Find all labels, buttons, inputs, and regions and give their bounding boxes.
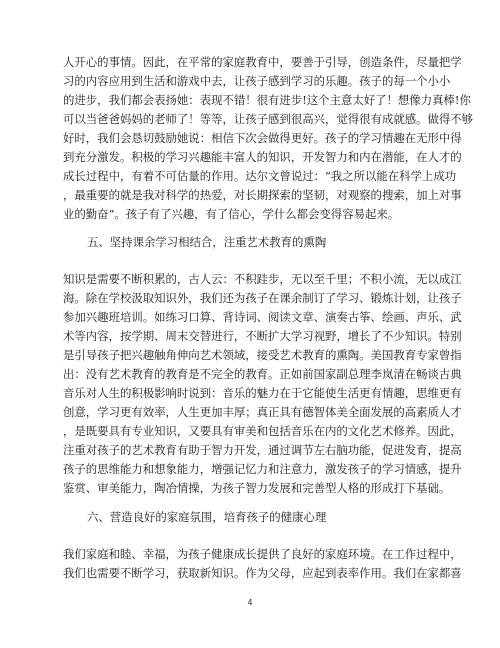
body-line: 参加兴趣班培训。如练习口算、背诗词、阅读文章、演奏古筝、绘画、声乐、武 xyxy=(63,310,462,324)
body-line: 我们家庭和睦、幸福，为孩子健康成长提供了良好的家庭环境。在工作过程中， xyxy=(63,547,462,561)
body-line: 成长过程中，有着不可估量的作用。达尔文曾说过：“我之所以能在科学上成功 xyxy=(63,169,457,183)
body-line: 人开心的事情。因此，在平常的家庭教育中，要善于引导，创造条件，尽量把学 xyxy=(63,55,462,69)
body-line: 习的内容应用到生活和游戏中去，让孩子感到学习的乐趣。孩子的每一个小小 xyxy=(63,74,451,88)
body-line: 可以当爸爸妈妈的老师了！等等，让孩子感到很高兴，觉得很有成就感。做得不够 xyxy=(63,112,474,126)
body-line: 我们也需要不断学习，获取新知识。作为父母，应起到表率作用。我们在家都喜 xyxy=(63,566,462,580)
body-line: 鉴赏、审美能力，陶冶情操，为孩子智力发展和完善型人格的形成打下基础。 xyxy=(63,481,451,495)
body-line: 创意，学习更有效率，人生更加丰厚；真正具有德智体美全面发展的高素质人才 xyxy=(63,405,462,419)
body-line: 孩子的思维能力和想象能力，增强记忆力和注意力，激发孩子的学习情感，提升 xyxy=(63,462,462,476)
body-line: 音乐对人生的积极影响时说到：音乐的魅力在于它能使生活更有情趣，思维更有 xyxy=(63,386,462,400)
body-line: ，最重要的就是我对科学的热爱，对长期探索的坚韧，对观察的搜索，加上对事 xyxy=(63,188,462,202)
body-line: 出：没有艺术教育的教育是不完全的教育。正如前国家副总理李岚清在畅谈古典 xyxy=(63,367,462,381)
body-line: 的进步，我们都会表扬她：表现不错！很有进步!这个主意太好了！想像力真棒!你 xyxy=(63,93,471,107)
body-line: 到充分激发。积极的学习兴趣能丰富人的知识，开发智力和内在潜能，在人才的 xyxy=(63,150,462,164)
page-number: 4 xyxy=(247,598,253,607)
body-line: 是引导孩子把兴趣触角伸向艺术领域，接受艺术教育的熏陶。美国教育专家曾指 xyxy=(63,348,462,362)
body-line: 海。除在学校汲取知识外，我们还为孩子在课余制订了学习、锻炼计划，让孩子 xyxy=(63,291,462,305)
body-line: 业的勤奋”。孩子有了兴趣，有了信心，学什么都会变得容易起来。 xyxy=(63,207,400,221)
body-line: ，是既要具有专业知识，又要具有审美和包括音乐在内的文化艺术修养。因此， xyxy=(63,424,462,438)
section-heading: 六、营造良好的家庭氛围，培育孩子的健康心理 xyxy=(87,510,327,524)
body-line: 好时，我们会恳切鼓励她说：相信下次会做得更好。孩子的学习情趣在无形中得 xyxy=(63,131,462,145)
body-line: 注重对孩子的艺术教育有助于智力开发，通过调节左右脑功能，促进发育，提高 xyxy=(63,443,462,457)
section-heading: 五、坚持课余学习相结合，注重艺术教育的熏陶 xyxy=(87,235,327,249)
body-line: 知识是需要不断积累的，古人云：不积跬步，无以至千里；不积小流，无以成江 xyxy=(63,272,462,286)
body-line: 术等内容，按学期、周末交替进行，不断扩大学习视野，增长了不少知识。特别 xyxy=(63,329,462,343)
